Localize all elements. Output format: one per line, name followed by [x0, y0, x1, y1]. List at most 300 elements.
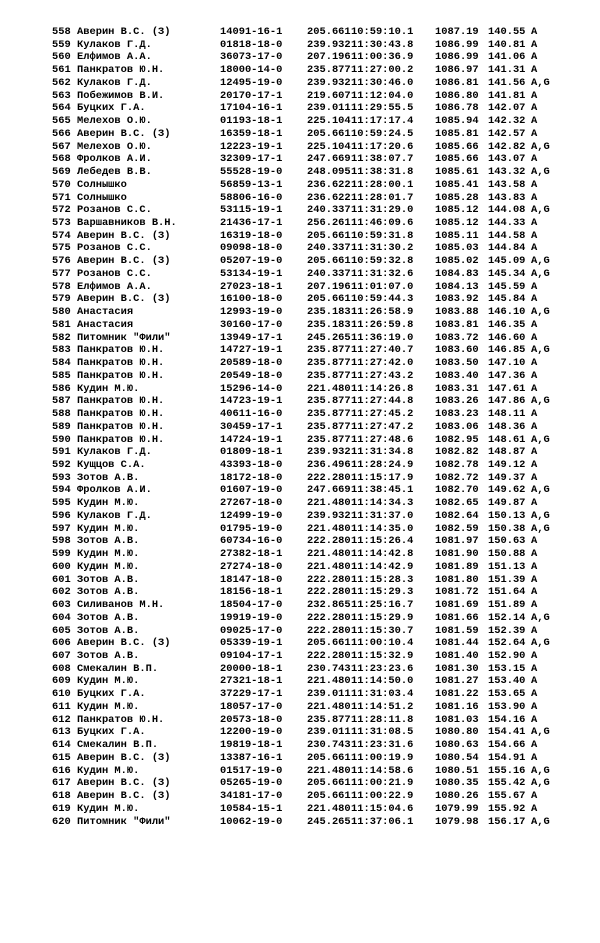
speed: 1084.83	[435, 267, 479, 280]
category: A	[531, 242, 538, 255]
arrival-time: 11:14:42.9	[351, 560, 414, 573]
result-row	[0, 777, 600, 790]
ring-number: 53134-19-1	[220, 267, 283, 280]
distance: 239.932	[307, 446, 351, 459]
category: A	[531, 675, 538, 688]
result-row	[0, 574, 600, 587]
ring-number: 01795-19-0	[220, 522, 283, 535]
distance: 245.265	[307, 331, 351, 344]
ring-number: 20589-18-0	[220, 357, 283, 370]
speed: 1083.81	[435, 318, 479, 331]
fancier-name: Панкратов Ю.Н.	[77, 395, 165, 408]
category: A,G	[531, 637, 550, 650]
distance: 221.480	[307, 700, 351, 713]
category: A,G	[531, 522, 550, 535]
points: 143.32	[488, 166, 526, 179]
category: A	[531, 127, 538, 140]
arrival-time: 11:14:58.6	[351, 764, 414, 777]
distance: 205.661	[307, 790, 351, 803]
arrival-time: 11:17:17.4	[351, 115, 414, 128]
fancier-name: Панкратов Ю.Н.	[77, 344, 165, 357]
result-row	[0, 395, 600, 408]
speed: 1080.51	[435, 764, 479, 777]
ring-number: 05207-19-0	[220, 255, 283, 268]
fancier-name: Аверин В.С. (З)	[77, 255, 171, 268]
fancier-name: Кудин М.Ю.	[77, 522, 140, 535]
result-row	[0, 255, 600, 268]
ring-number: 14724-19-1	[220, 433, 283, 446]
arrival-time: 11:14:42.8	[351, 548, 414, 561]
fancier-name: Кущцов С.А.	[77, 458, 146, 471]
speed: 1081.44	[435, 637, 479, 650]
rank-number: 602	[52, 586, 71, 599]
points: 146.60	[488, 331, 526, 344]
category: A,G	[531, 726, 550, 739]
result-row	[0, 739, 600, 752]
category: A,G	[531, 306, 550, 319]
arrival-time: 11:14:35.0	[351, 522, 414, 535]
result-row	[0, 434, 600, 447]
result-row	[0, 612, 600, 625]
points: 152.64	[488, 637, 526, 650]
distance: 240.337	[307, 267, 351, 280]
speed: 1085.02	[435, 255, 479, 268]
arrival-time: 11:17:20.6	[351, 140, 414, 153]
points: 154.66	[488, 739, 526, 752]
rank-number: 606	[52, 637, 71, 650]
ring-number: 01809-18-1	[220, 446, 283, 459]
rank-number: 574	[52, 229, 71, 242]
category: A	[531, 153, 538, 166]
arrival-time: 11:27:47.2	[351, 420, 414, 433]
rank-number: 611	[52, 700, 71, 713]
arrival-time: 11:30:46.0	[351, 76, 414, 89]
rank-number: 607	[52, 649, 71, 662]
fancier-name: Панкратов Ю.Н.	[77, 64, 165, 77]
points: 148.87	[488, 446, 526, 459]
arrival-time: 11:15:28.3	[351, 573, 414, 586]
ring-number: 12200-19-0	[220, 726, 283, 739]
speed: 1081.40	[435, 649, 479, 662]
fancier-name: Аверин В.С. (З)	[77, 637, 171, 650]
distance: 236.622	[307, 178, 351, 191]
result-row	[0, 115, 600, 128]
ring-number: 27382-18-1	[220, 548, 283, 561]
category: A	[531, 217, 538, 230]
rank-number: 570	[52, 178, 71, 191]
fancier-name: Зотов А.В.	[77, 471, 140, 484]
distance: 205.661	[307, 127, 351, 140]
speed: 1086.99	[435, 38, 479, 51]
ring-number: 05265-19-0	[220, 777, 283, 790]
rank-number: 612	[52, 713, 71, 726]
speed: 1085.03	[435, 242, 479, 255]
arrival-time: 10:59:32.8	[351, 255, 414, 268]
category: A,G	[531, 255, 550, 268]
rank-number: 562	[52, 76, 71, 89]
category: A	[531, 573, 538, 586]
ring-number: 14723-19-1	[220, 395, 283, 408]
distance: 247.669	[307, 484, 351, 497]
result-row	[0, 650, 600, 663]
category: A,G	[531, 204, 550, 217]
rank-number: 601	[52, 573, 71, 586]
arrival-time: 11:15:29.3	[351, 586, 414, 599]
category: A	[531, 229, 538, 242]
speed: 1081.97	[435, 535, 479, 548]
rank-number: 594	[52, 484, 71, 497]
arrival-time: 11:36:19.0	[351, 331, 414, 344]
result-row	[0, 816, 600, 829]
arrival-time: 11:00:19.9	[351, 751, 414, 764]
distance: 235.877	[307, 357, 351, 370]
category: A	[531, 497, 538, 510]
speed: 1081.69	[435, 599, 479, 612]
speed: 1082.59	[435, 522, 479, 535]
distance: 205.661	[307, 637, 351, 650]
points: 146.85	[488, 344, 526, 357]
speed: 1085.28	[435, 191, 479, 204]
speed: 1086.99	[435, 51, 479, 64]
ring-number: 30160-17-0	[220, 318, 283, 331]
distance: 205.661	[307, 26, 351, 38]
ring-number: 19919-19-0	[220, 611, 283, 624]
result-row	[0, 39, 600, 52]
result-row	[0, 128, 600, 141]
points: 149.12	[488, 458, 526, 471]
speed: 1082.78	[435, 458, 479, 471]
distance: 239.011	[307, 102, 351, 115]
category: A	[531, 751, 538, 764]
ring-number: 01193-18-1	[220, 115, 283, 128]
fancier-name: Варшавников В.Н.	[77, 217, 177, 230]
distance: 219.607	[307, 89, 351, 102]
arrival-time: 11:00:22.9	[351, 790, 414, 803]
result-row	[0, 790, 600, 803]
arrival-time: 11:31:34.8	[351, 446, 414, 459]
arrival-time: 11:15:30.7	[351, 624, 414, 637]
points: 143.07	[488, 153, 526, 166]
fancier-name: Панкратов Ю.Н.	[77, 357, 165, 370]
points: 152.90	[488, 649, 526, 662]
result-row	[0, 510, 600, 523]
speed: 1085.81	[435, 127, 479, 140]
ring-number: 18147-18-0	[220, 573, 283, 586]
rank-number: 577	[52, 267, 71, 280]
rank-number: 603	[52, 599, 71, 612]
result-row	[0, 153, 600, 166]
arrival-time: 11:23:31.6	[351, 739, 414, 752]
rank-number: 604	[52, 611, 71, 624]
distance: 221.480	[307, 764, 351, 777]
arrival-time: 11:23:23.6	[351, 662, 414, 675]
arrival-time: 11:15:32.9	[351, 649, 414, 662]
category: A,G	[531, 395, 550, 408]
speed: 1085.66	[435, 153, 479, 166]
fancier-name: Кулаков Г.Д.	[77, 38, 152, 51]
distance: 222.280	[307, 573, 351, 586]
speed: 1081.89	[435, 560, 479, 573]
ring-number: 12495-19-0	[220, 76, 283, 89]
distance: 205.661	[307, 751, 351, 764]
category: A	[531, 688, 538, 701]
fancier-name: Панкратов Ю.Н.	[77, 433, 165, 446]
distance: 221.480	[307, 497, 351, 510]
rank-number: 580	[52, 306, 71, 319]
category: A	[531, 178, 538, 191]
points: 143.83	[488, 191, 526, 204]
arrival-time: 11:15:26.4	[351, 535, 414, 548]
rank-number: 565	[52, 115, 71, 128]
category: A	[531, 548, 538, 561]
points: 154.41	[488, 726, 526, 739]
ring-number: 10062-19-0	[220, 815, 283, 828]
result-row	[0, 102, 600, 115]
category: A	[531, 357, 538, 370]
distance: 232.865	[307, 599, 351, 612]
result-row	[0, 293, 600, 306]
result-row	[0, 268, 600, 281]
fancier-name: Елфимов А.А.	[77, 280, 152, 293]
fancier-name: Фролков А.И.	[77, 484, 152, 497]
arrival-time: 11:25:16.7	[351, 599, 414, 612]
result-row	[0, 90, 600, 103]
fancier-name: Побежимов В.И.	[77, 89, 165, 102]
points: 147.10	[488, 357, 526, 370]
speed: 1080.54	[435, 751, 479, 764]
arrival-time: 11:38:07.7	[351, 153, 414, 166]
result-row	[0, 230, 600, 243]
rank-number: 610	[52, 688, 71, 701]
fancier-name: Мелехов О.Ю.	[77, 115, 152, 128]
points: 147.36	[488, 369, 526, 382]
fancier-name: Розанов С.С.	[77, 204, 152, 217]
rank-number: 585	[52, 369, 71, 382]
points: 144.08	[488, 204, 526, 217]
result-row	[0, 51, 600, 64]
rank-number: 609	[52, 675, 71, 688]
speed: 1086.80	[435, 89, 479, 102]
arrival-time: 11:31:03.4	[351, 688, 414, 701]
ring-number: 19819-18-1	[220, 739, 283, 752]
distance: 239.011	[307, 726, 351, 739]
distance: 225.104	[307, 140, 351, 153]
points: 153.40	[488, 675, 526, 688]
distance: 245.265	[307, 815, 351, 828]
ring-number: 60734-16-0	[220, 535, 283, 548]
rank-number: 590	[52, 433, 71, 446]
rank-number: 575	[52, 242, 71, 255]
speed: 1082.72	[435, 471, 479, 484]
ring-number: 18057-17-0	[220, 700, 283, 713]
points: 149.62	[488, 484, 526, 497]
category: A,G	[531, 140, 550, 153]
fancier-name: Розанов С.С.	[77, 242, 152, 255]
fancier-name: Смекалин В.П.	[77, 739, 159, 752]
category: A	[531, 700, 538, 713]
category: A	[531, 331, 538, 344]
distance: 207.196	[307, 51, 351, 64]
result-row	[0, 688, 600, 701]
category: A	[531, 38, 538, 51]
distance: 247.669	[307, 153, 351, 166]
ring-number: 34181-17-0	[220, 790, 283, 803]
distance: 221.480	[307, 522, 351, 535]
distance: 236.496	[307, 458, 351, 471]
speed: 1086.78	[435, 102, 479, 115]
ring-number: 18504-17-0	[220, 599, 283, 612]
distance: 205.661	[307, 293, 351, 306]
arrival-time: 11:29:55.5	[351, 102, 414, 115]
points: 148.61	[488, 433, 526, 446]
rank-number: 599	[52, 548, 71, 561]
ring-number: 21436-17-1	[220, 217, 283, 230]
result-row	[0, 726, 600, 739]
fancier-name: Анастасия	[77, 306, 134, 319]
points: 144.84	[488, 242, 526, 255]
distance: 230.743	[307, 739, 351, 752]
ring-number: 12223-19-1	[220, 140, 283, 153]
ring-number: 53115-19-1	[220, 204, 283, 217]
points: 141.56	[488, 76, 526, 89]
points: 145.59	[488, 280, 526, 293]
fancier-name: Кудин М.Ю.	[77, 497, 140, 510]
points: 147.86	[488, 395, 526, 408]
fancier-name: Аверин В.С. (З)	[77, 127, 171, 140]
points: 144.58	[488, 229, 526, 242]
points: 141.81	[488, 89, 526, 102]
fancier-name: Аверин В.С. (З)	[77, 751, 171, 764]
ring-number: 18000-14-0	[220, 64, 283, 77]
fancier-name: Зотов А.В.	[77, 573, 140, 586]
arrival-time: 11:31:37.0	[351, 509, 414, 522]
ring-number: 30459-17-1	[220, 420, 283, 433]
arrival-time: 11:28:11.8	[351, 713, 414, 726]
fancier-name: Мелехов О.Ю.	[77, 140, 152, 153]
ring-number: 16359-18-1	[220, 127, 283, 140]
rank-number: 558	[52, 26, 71, 38]
arrival-time: 11:00:36.9	[351, 51, 414, 64]
rank-number: 583	[52, 344, 71, 357]
result-row	[0, 77, 600, 90]
speed: 1083.06	[435, 420, 479, 433]
result-row	[0, 204, 600, 217]
arrival-time: 11:31:29.0	[351, 204, 414, 217]
points: 142.07	[488, 102, 526, 115]
arrival-time: 11:30:43.8	[351, 38, 414, 51]
distance: 207.196	[307, 280, 351, 293]
ring-number: 18172-18-0	[220, 471, 283, 484]
points: 148.36	[488, 420, 526, 433]
arrival-time: 11:14:34.3	[351, 497, 414, 510]
ring-number: 13949-17-1	[220, 331, 283, 344]
result-row	[0, 586, 600, 599]
rank-number: 598	[52, 535, 71, 548]
ring-number: 40611-16-0	[220, 408, 283, 421]
result-row	[0, 281, 600, 294]
points: 140.55	[488, 26, 526, 38]
points: 154.16	[488, 713, 526, 726]
fancier-name: Кудин М.Ю.	[77, 764, 140, 777]
rank-number: 573	[52, 217, 71, 230]
fancier-name: Силиванов М.Н.	[77, 599, 165, 612]
category: A,G	[531, 611, 550, 624]
arrival-time: 11:27:48.6	[351, 433, 414, 446]
result-row	[0, 484, 600, 497]
points: 146.35	[488, 318, 526, 331]
arrival-time: 10:59:10.1	[351, 26, 414, 38]
speed: 1081.80	[435, 573, 479, 586]
ring-number: 12499-19-0	[220, 509, 283, 522]
arrival-time: 11:27:43.2	[351, 369, 414, 382]
category: A	[531, 293, 538, 306]
category: A	[531, 280, 538, 293]
fancier-name: Кулаков Г.Д.	[77, 76, 152, 89]
distance: 221.480	[307, 382, 351, 395]
points: 143.58	[488, 178, 526, 191]
points: 141.06	[488, 51, 526, 64]
speed: 1082.64	[435, 509, 479, 522]
category: A	[531, 318, 538, 331]
arrival-time: 11:28:01.7	[351, 191, 414, 204]
points: 150.13	[488, 509, 526, 522]
speed: 1083.50	[435, 357, 479, 370]
distance: 235.877	[307, 369, 351, 382]
distance: 240.337	[307, 204, 351, 217]
fancier-name: Зотов А.В.	[77, 649, 140, 662]
ring-number: 20000-18-1	[220, 662, 283, 675]
fancier-name: Солнышко	[77, 191, 127, 204]
category: A	[531, 26, 538, 38]
speed: 1085.94	[435, 115, 479, 128]
points: 152.39	[488, 624, 526, 637]
rank-number: 608	[52, 662, 71, 675]
distance: 248.095	[307, 166, 351, 179]
category: A	[531, 408, 538, 421]
points: 154.91	[488, 751, 526, 764]
speed: 1085.12	[435, 204, 479, 217]
result-row	[0, 446, 600, 459]
category: A	[531, 790, 538, 803]
arrival-time: 11:37:06.1	[351, 815, 414, 828]
fancier-name: Аверин В.С. (З)	[77, 777, 171, 790]
points: 145.84	[488, 293, 526, 306]
result-row	[0, 637, 600, 650]
speed: 1083.60	[435, 344, 479, 357]
ring-number: 09104-17-1	[220, 649, 283, 662]
result-row	[0, 625, 600, 638]
arrival-time: 11:27:44.8	[351, 395, 414, 408]
speed: 1083.26	[435, 395, 479, 408]
fancier-name: Кудин М.Ю.	[77, 548, 140, 561]
category: A	[531, 191, 538, 204]
rank-number: 620	[52, 815, 71, 828]
arrival-time: 11:14:50.0	[351, 675, 414, 688]
rank-number: 591	[52, 446, 71, 459]
speed: 1085.12	[435, 217, 479, 230]
distance: 235.183	[307, 318, 351, 331]
points: 155.16	[488, 764, 526, 777]
rank-number: 563	[52, 89, 71, 102]
ring-number: 55528-19-0	[220, 166, 283, 179]
rank-number: 596	[52, 509, 71, 522]
category: A,G	[531, 815, 550, 828]
fancier-name: Кудин М.Ю.	[77, 382, 140, 395]
distance: 235.877	[307, 344, 351, 357]
fancier-name: Розанов С.С.	[77, 267, 152, 280]
rank-number: 561	[52, 64, 71, 77]
ring-number: 09025-17-0	[220, 624, 283, 637]
